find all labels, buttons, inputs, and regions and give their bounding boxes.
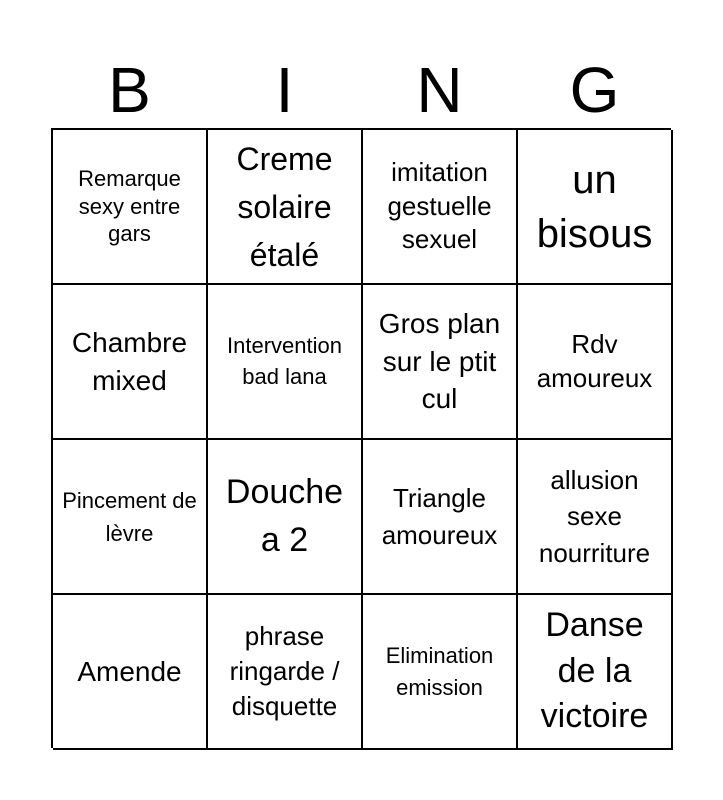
cell-text: Intervention bad lana [227, 332, 342, 389]
bingo-header [52, 52, 672, 128]
bingo-cell[interactable] [53, 285, 208, 440]
cell-text: un bisous [536, 157, 653, 256]
cell-text: Creme solaire étalé [236, 140, 333, 273]
cell-text: Danse de la victoire [540, 605, 649, 736]
bingo-cell[interactable] [208, 440, 363, 595]
cell-text: Amende [77, 655, 182, 687]
cell-text: Rdv amoureux [536, 328, 653, 393]
bingo-cell[interactable] [208, 130, 363, 285]
bingo-cell[interactable] [53, 130, 208, 285]
cell-text: Chambre mixed [71, 326, 188, 396]
bingo-cell[interactable] [363, 595, 518, 750]
cell-text: allusion sexe nourriture [538, 464, 651, 568]
header-letter-g: G [569, 54, 620, 126]
bingo-cell[interactable] [208, 285, 363, 440]
bingo-cell[interactable] [208, 595, 363, 750]
bingo-grid [51, 128, 671, 748]
cell-text: Gros plan sur le ptit cul [378, 307, 501, 415]
bingo-cell[interactable] [518, 130, 673, 285]
bingo-cell[interactable] [363, 130, 518, 285]
bingo-cell[interactable] [518, 285, 673, 440]
cell-text: Pincement de lèvre [62, 487, 197, 546]
bingo-cell[interactable] [53, 595, 208, 750]
cell-text: Douche a 2 [225, 472, 344, 559]
header-letter-i: I [275, 54, 294, 126]
header-letter-n: N [416, 54, 463, 126]
bingo-cell[interactable] [518, 595, 673, 750]
cell-text: Remarque sexy entre gars [78, 165, 181, 247]
cell-text: phrase ringarde / disquette [229, 620, 340, 722]
cell-text: Triangle amoureux [381, 483, 498, 550]
bingo-cell[interactable] [363, 440, 518, 595]
cell-text: imitation gestuelle sexuel [387, 156, 492, 255]
bingo-cell[interactable] [363, 285, 518, 440]
cell-text: Elimination emission [385, 642, 494, 700]
header-letter-b: B [108, 54, 151, 126]
bingo-cell[interactable] [53, 440, 208, 595]
bingo-cell[interactable] [518, 440, 673, 595]
